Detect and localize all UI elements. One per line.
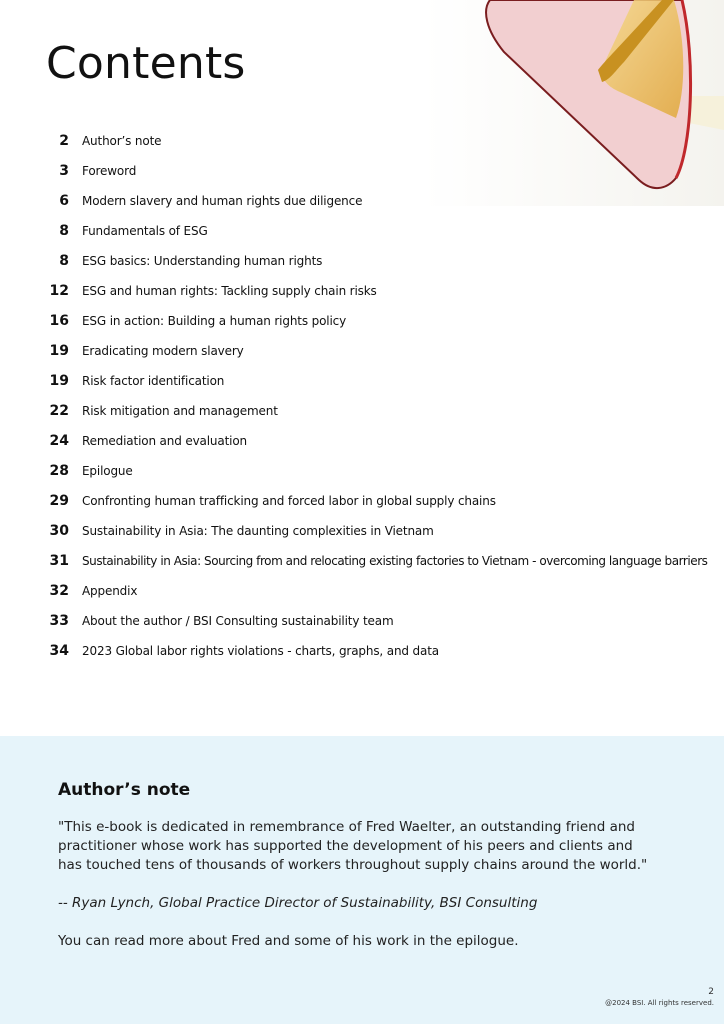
toc-entry-title: Risk factor identification (82, 374, 225, 388)
page-title: Contents (46, 38, 246, 89)
page-number: 2 (708, 987, 714, 997)
toc-entry-title: ESG and human rights: Tackling supply chain risks (82, 284, 377, 298)
toc-page-number: 28 (49, 463, 69, 479)
toc-entry-risk-mitigation[interactable] (40, 396, 724, 426)
toc-entry-about-author[interactable] (40, 606, 724, 636)
author-note-read-more: You can read more about Fred and some of his work in the epilogue. (58, 933, 519, 949)
toc-entry-title: Remediation and evaluation (82, 434, 247, 448)
toc-page-number: 19 (49, 343, 69, 359)
toc-entry-epilogue[interactable] (40, 456, 724, 486)
toc-entry-title: ESG in action: Building a human rights policy (82, 314, 347, 328)
toc-page-number: 19 (49, 373, 69, 389)
toc-page-number: 29 (49, 493, 69, 509)
toc-page-number: 12 (49, 283, 69, 299)
toc-entry-title: Appendix (82, 584, 138, 598)
toc-entry-title: ESG basics: Understanding human rights (82, 254, 323, 268)
toc-page-number: 8 (59, 253, 69, 269)
toc-entry-title: Sustainability in Asia: Sourcing from and relocating existing factories to Vietnam - overcoming language barriers (82, 554, 708, 568)
toc-page-number: 32 (49, 583, 69, 599)
toc-entry-vietnam-relocating[interactable] (40, 546, 724, 576)
author-note-quote: "This e-book is dedicated in remembrance of Fred Waelter, an outstanding friend and practitioner whose work has supported the development of his peers and clients and has touched tens of thousands of workers throughout supply chains around the world." (58, 819, 648, 873)
toc-entry-title: Epilogue (82, 464, 133, 478)
toc-entry-esg-supply-chain[interactable] (40, 276, 724, 306)
toc-entry-title: Author’s note (82, 134, 162, 148)
toc-entry-vietnam-complexities[interactable] (40, 516, 724, 546)
toc-entry-esg-basics[interactable] (40, 246, 724, 276)
toc-entry-title: About the author / BSI Consulting sustainability team (82, 614, 394, 628)
toc-entry-human-trafficking[interactable] (40, 486, 724, 516)
toc-entry-authors-note[interactable] (40, 126, 724, 156)
toc-entry-title: Risk mitigation and management (82, 404, 278, 418)
toc-page-number: 33 (49, 613, 69, 629)
toc-entry-title: Confronting human trafficking and forced labor in global supply chains (82, 494, 496, 508)
toc-entry-fundamentals-esg[interactable] (40, 216, 724, 246)
toc-page-number: 3 (59, 163, 69, 179)
toc-page-number: 24 (49, 433, 69, 449)
toc-entry-title: 2023 Global labor rights violations - charts, graphs, and data (82, 644, 439, 658)
toc-entry-title: Foreword (82, 164, 137, 178)
copyright-notice: @2024 BSI. All rights reserved. (605, 999, 714, 1007)
toc-entry-title: Fundamentals of ESG (82, 224, 208, 238)
toc-page-number: 2 (59, 133, 69, 149)
toc-page-number: 31 (49, 553, 69, 569)
toc-entry-title: Modern slavery and human rights due diligence (82, 194, 363, 208)
toc-page-number: 16 (49, 313, 69, 329)
toc-entry-modern-slavery[interactable] (40, 186, 724, 216)
toc-page-number: 30 (49, 523, 69, 539)
toc-entry-labor-violations[interactable] (40, 636, 724, 666)
toc-entry-eradicating-slavery[interactable] (40, 336, 724, 366)
author-note-heading: Author’s note (58, 780, 191, 800)
toc-entry-appendix[interactable] (40, 576, 724, 606)
toc-entry-esg-in-action[interactable] (40, 306, 724, 336)
toc-page-number: 8 (59, 223, 69, 239)
toc-page-number: 6 (59, 193, 69, 209)
author-note-attribution: -- Ryan Lynch, Global Practice Director of Sustainability, BSI Consulting (58, 895, 538, 911)
toc-entry-foreword[interactable] (40, 156, 724, 186)
toc-page-number: 22 (49, 403, 69, 419)
toc-page-number: 34 (49, 643, 69, 659)
toc-entry-risk-factor[interactable] (40, 366, 724, 396)
toc-entry-title: Sustainability in Asia: The daunting complexities in Vietnam (82, 524, 434, 538)
toc-entry-remediation[interactable] (40, 426, 724, 456)
toc-entry-title: Eradicating modern slavery (82, 344, 244, 358)
